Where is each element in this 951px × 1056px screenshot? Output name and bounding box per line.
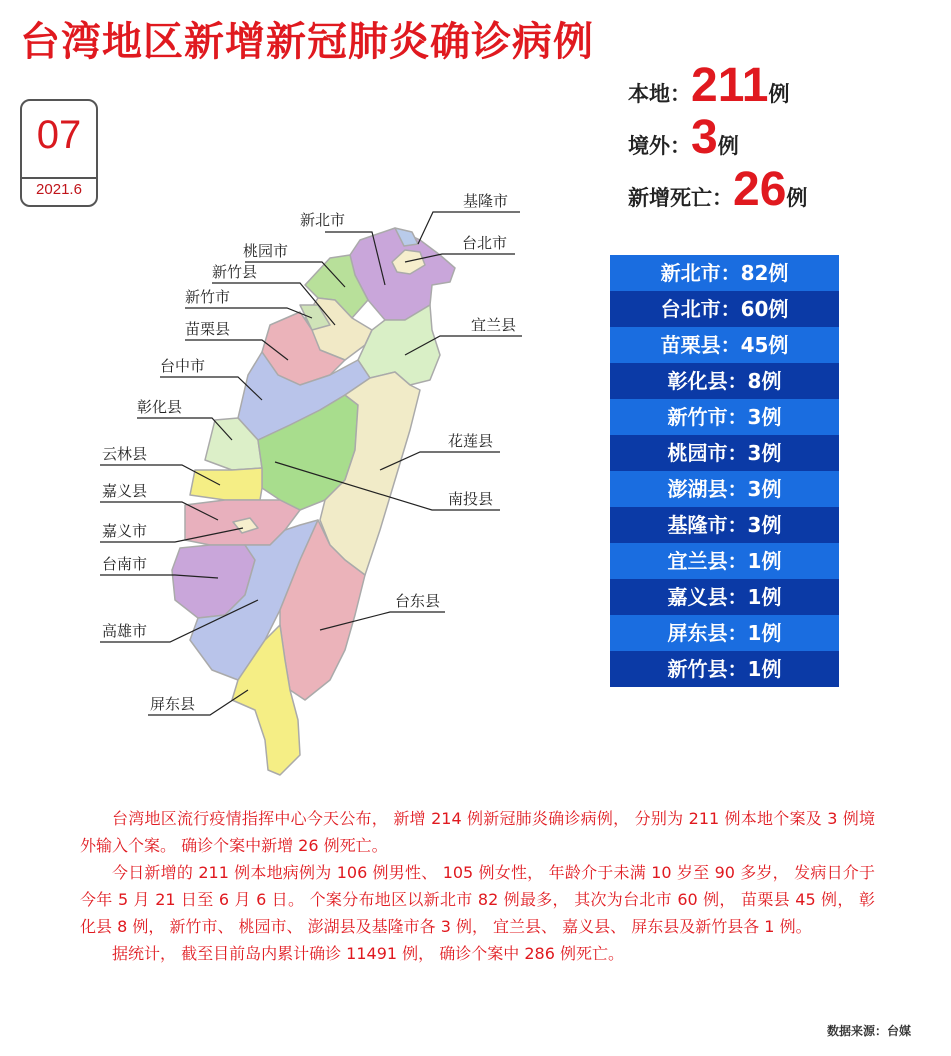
table-row: 桃园市：3例 [610,435,839,471]
map-label-yilan: 宜兰县 [471,316,517,334]
map-label-keelung: 基隆市 [463,192,509,210]
stat-value: 3 [691,111,718,164]
map-label-hualien: 花莲县 [448,432,494,450]
table-row: 屏东县：1例 [610,615,839,651]
map-label-miaoli: 苗栗县 [185,320,231,338]
table-row: 台北市：60例 [610,291,839,327]
page-title: 台湾地区新增新冠肺炎确诊病例 [20,19,594,65]
table-row: 基隆市：3例 [610,507,839,543]
map-label-hsinchu-county: 新竹县 [212,263,258,281]
stat-unit: 例 [768,82,790,106]
table-row: 澎湖县：3例 [610,471,839,507]
paragraph: 台湾地区流行疫情指挥中心今天公布， 新增 214 例新冠肺炎确诊病例， 分别为 211 例本地个案及 3 例境外输入个案。 确诊个案中新增 26 例死亡。 [80,809,875,855]
map-label-new-taipei: 新北市 [300,211,346,229]
stat-imported [628,110,739,165]
table-row: 嘉义县：1例 [610,579,839,615]
table-row: 新竹市：3例 [610,399,839,435]
map-label-taitung: 台东县 [395,592,441,610]
stat-label: 本地： [628,82,691,106]
paragraph: 今日新增的 211 例本地病例为 106 例男性、 105 例女性， 年龄介于未满 10 岁至 90 多岁， 发病日介于今年 5 月 21 日至 6 月 6 日。 个案分布地区以新北市 82 例最多， 其次为台北市 60 例， 苗栗县 45 例， 彰化县 8 例， 新竹市、 桃园市、 澎湖县及基隆市各 3 例， 宜兰县、 嘉义县、 屏东县及新竹县各 1 例。 [80,863,875,936]
table-row: 新北市：82例 [610,255,839,291]
date-day: 07 [36,113,82,157]
paragraph: 据统计， 截至目前岛内累计确诊 11491 例， 确诊个案中 286 例死亡。 [112,944,624,963]
map-label-chiayi-county: 嘉义县 [102,482,148,500]
taiwan-map [0,180,600,780]
table-row: 彰化县：8例 [610,363,839,399]
map-label-taoyuan: 桃园市 [243,242,289,260]
map-label-chiayi-city: 嘉义市 [102,522,148,540]
stat-label: 境外： [628,134,691,158]
table-row: 宜兰县：1例 [610,543,839,579]
stat-unit: 例 [786,186,808,210]
map-label-pingtung: 屏东县 [150,695,196,713]
map-label-changhua: 彰化县 [137,398,183,416]
data-source: 数据来源：台媒 [826,1024,911,1038]
stat-unit: 例 [717,134,739,158]
map-label-taichung: 台中市 [160,357,206,375]
date-year-month: 2021.6 [36,181,82,198]
stat-value: 211 [691,59,769,112]
region-yunlin [190,468,262,500]
map-label-hsinchu-city: 新竹市 [185,288,231,306]
date-divider [22,177,96,179]
table-row: 苗栗县：45例 [610,327,839,363]
map-label-yunlin: 云林县 [102,445,148,463]
map-label-kaohsiung: 高雄市 [102,622,148,640]
stat-deaths [628,162,807,217]
table-row: 新竹县：1例 [610,651,839,687]
map-label-taipei: 台北市 [462,234,508,252]
map-label-nantou: 南投县 [448,490,494,508]
region-case-table [610,255,839,687]
stat-value: 26 [733,163,787,216]
announcement-text [80,805,875,967]
stat-label: 新增死亡： [628,186,733,210]
stat-local [628,58,789,113]
map-label-tainan: 台南市 [102,555,148,573]
